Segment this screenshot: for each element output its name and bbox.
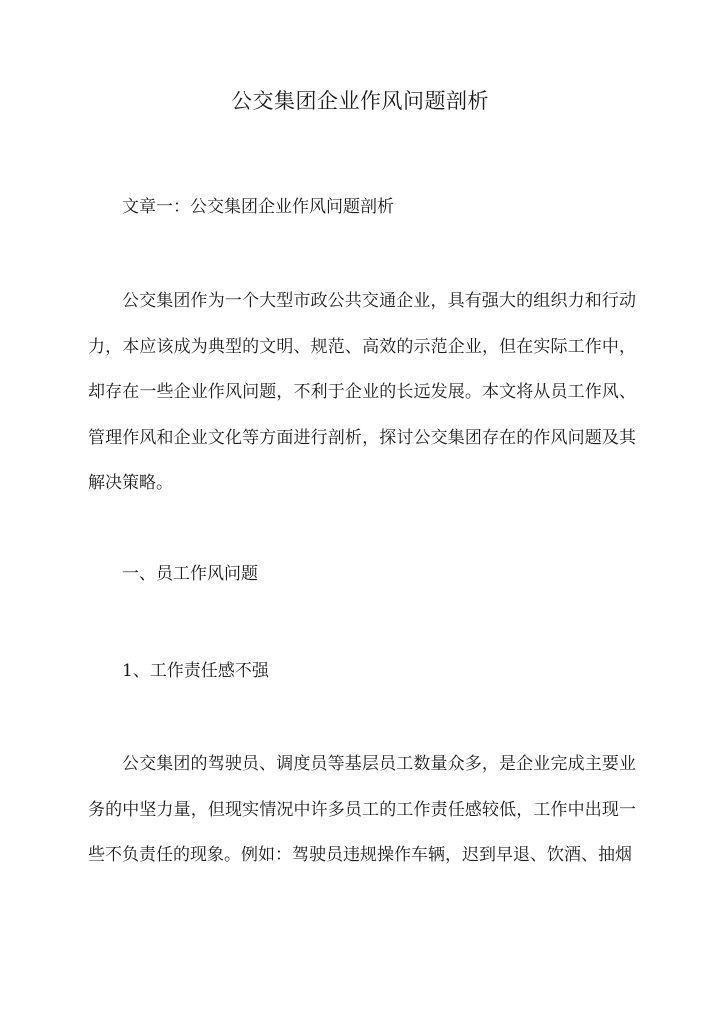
article-label: 文章一：公交集团企业作风问题剖析: [122, 197, 394, 217]
section-heading-employee-style: 一、员工作风问题: [122, 564, 258, 584]
subsection-body-paragraph: 公交集团的驾驶员、调度员等基层员工数量众多，是企业完成主要业务的中坚力量，但现实情况中许多员工的工作责任感较低，工作中出现一些不负责任的现象。例如：驾驶员违规操作车辆，迟到早退、饮酒、抽烟: [88, 754, 636, 865]
subsection-heading-responsibility: 1、工作责任感不强: [122, 661, 269, 681]
intro-paragraph: 公交集团作为一个大型市政公共交通企业，具有强大的组织力和行动力，本应该成为典型的文明、规范、高效的示范企业，但在实际工作中，却存在一些企业作风问题，不利于企业的长远发展。本文将从员工作风、管理作风和企业文化等方面进行剖析，探讨公交集团存在的作风问题及其解决策略。: [88, 291, 636, 493]
document-title: 公交集团企业作风问题剖析: [231, 89, 489, 113]
